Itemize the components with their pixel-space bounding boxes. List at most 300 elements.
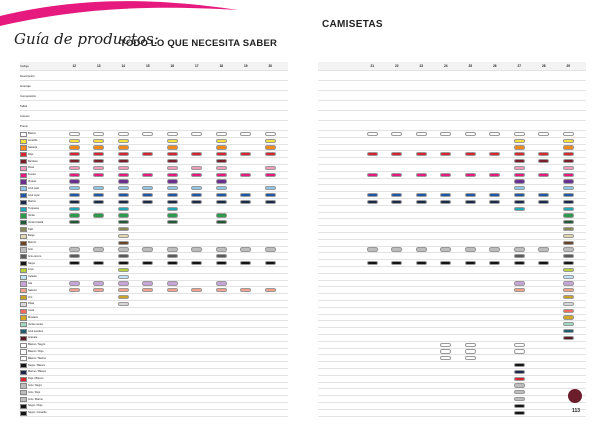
availability-cell	[258, 192, 283, 198]
color-available-pill	[465, 343, 476, 347]
color-name: Blanco	[28, 132, 36, 136]
color-available-pill	[391, 152, 402, 156]
availability-cell	[160, 131, 185, 137]
color-available-pill	[216, 288, 227, 292]
availability-cell	[160, 281, 185, 287]
availability-cell	[62, 172, 87, 178]
color-row	[20, 287, 288, 294]
color-available-pill	[465, 152, 476, 156]
color-available-pill	[93, 247, 104, 251]
color-available-pill	[265, 288, 276, 292]
info-cell	[209, 71, 234, 80]
color-name: Kaki	[28, 227, 34, 231]
availability-cell	[409, 192, 434, 198]
availability-cell	[136, 260, 161, 266]
availability-cell	[258, 131, 283, 137]
availability-cell	[556, 192, 581, 198]
color-name: Granate	[28, 336, 38, 340]
availability-cell	[556, 294, 581, 300]
product-table-left	[20, 62, 288, 415]
info-cell	[532, 121, 557, 130]
availability-cell	[483, 172, 508, 178]
color-row	[318, 362, 586, 369]
info-row	[20, 111, 288, 121]
color-available-pill	[514, 390, 525, 394]
info-cell	[111, 81, 136, 90]
availability-cell	[409, 199, 434, 205]
color-available-pill	[240, 261, 251, 265]
info-cell	[360, 91, 385, 100]
color-swatch	[20, 268, 27, 273]
info-cell	[360, 121, 385, 130]
color-available-pill	[514, 254, 525, 258]
column-number: 13	[96, 63, 101, 68]
availability-cell	[258, 185, 283, 191]
color-available-pill	[514, 404, 525, 408]
info-cell	[258, 81, 283, 90]
color-available-pill	[465, 261, 476, 265]
availability-cell	[111, 165, 136, 171]
color-available-pill	[93, 145, 104, 149]
color-available-pill	[216, 247, 227, 251]
availability-cell	[209, 213, 234, 219]
color-available-pill	[191, 173, 202, 177]
color-available-pill	[167, 200, 178, 204]
color-available-pill	[191, 166, 202, 170]
color-available-pill	[563, 336, 574, 340]
color-row	[318, 376, 586, 383]
availability-cell	[62, 287, 87, 293]
availability-cell	[209, 247, 234, 253]
color-row	[318, 301, 586, 308]
availability-cell	[385, 151, 410, 157]
availability-cell	[532, 172, 557, 178]
color-available-pill	[69, 288, 80, 292]
availability-cell	[458, 199, 483, 205]
color-available-pill	[69, 220, 80, 224]
column-number-row	[318, 62, 586, 71]
color-row	[20, 151, 288, 158]
color-available-pill	[69, 145, 80, 149]
color-available-pill	[391, 132, 402, 136]
color-available-pill	[538, 200, 549, 204]
color-swatch	[20, 220, 27, 225]
color-swatch	[20, 159, 27, 164]
color-available-pill	[367, 261, 378, 265]
color-available-pill	[563, 213, 574, 217]
availability-cell	[507, 145, 532, 151]
color-available-pill	[563, 234, 574, 238]
availability-cell	[434, 349, 459, 355]
color-available-pill	[191, 132, 202, 136]
info-cell	[507, 91, 532, 100]
availability-cell	[507, 362, 532, 368]
color-row	[20, 274, 288, 281]
color-available-pill	[416, 152, 427, 156]
color-name: Gris / Marino	[28, 397, 43, 401]
availability-cell	[434, 131, 459, 137]
color-swatch	[20, 295, 27, 300]
color-available-pill	[416, 200, 427, 204]
availability-cell	[507, 179, 532, 185]
color-available-pill	[118, 145, 129, 149]
availability-cell	[62, 199, 87, 205]
availability-cell	[62, 206, 87, 212]
color-available-pill	[465, 247, 476, 251]
availability-cell	[111, 138, 136, 144]
color-row	[20, 138, 288, 145]
color-name: Verde botella	[28, 220, 44, 224]
info-cell	[483, 81, 508, 90]
color-row	[318, 342, 586, 349]
availability-cell	[507, 287, 532, 293]
color-swatch	[20, 200, 27, 205]
color-row	[20, 172, 288, 179]
color-available-pill	[440, 261, 451, 265]
availability-cell	[507, 410, 532, 416]
column-number: 21	[370, 63, 375, 68]
color-available-pill	[69, 179, 80, 183]
color-available-pill	[167, 207, 178, 211]
color-row	[318, 260, 586, 267]
column-number: 27	[517, 63, 522, 68]
availability-cell	[62, 185, 87, 191]
color-available-pill	[367, 200, 378, 204]
color-available-pill	[216, 213, 227, 217]
color-available-pill	[216, 193, 227, 197]
availability-cell	[209, 192, 234, 198]
color-name: Coral	[28, 309, 35, 313]
info-cell	[409, 71, 434, 80]
color-name: Naranja	[28, 145, 38, 149]
color-available-pill	[167, 193, 178, 197]
color-available-pill	[465, 193, 476, 197]
availability-cell	[87, 185, 112, 191]
color-row	[20, 349, 288, 356]
info-cell	[136, 121, 161, 130]
availability-cell	[556, 253, 581, 259]
color-available-pill	[93, 186, 104, 190]
color-available-pill	[563, 275, 574, 279]
color-row	[318, 138, 586, 145]
availability-cell	[111, 267, 136, 273]
availability-cell	[62, 260, 87, 266]
color-available-pill	[240, 193, 251, 197]
availability-cell	[385, 260, 410, 266]
color-available-pill	[538, 247, 549, 251]
color-available-pill	[191, 200, 202, 204]
availability-cell	[360, 247, 385, 253]
availability-cell	[556, 206, 581, 212]
color-available-pill	[142, 132, 153, 136]
color-available-pill	[367, 247, 378, 251]
color-available-pill	[118, 247, 129, 251]
availability-cell	[556, 260, 581, 266]
info-cell	[483, 71, 508, 80]
availability-cell	[111, 260, 136, 266]
color-available-pill	[563, 166, 574, 170]
color-available-pill	[440, 132, 451, 136]
color-available-pill	[538, 193, 549, 197]
info-cell	[160, 91, 185, 100]
availability-cell	[409, 131, 434, 137]
info-row	[318, 91, 586, 101]
availability-cell	[458, 131, 483, 137]
color-row	[318, 145, 586, 152]
info-cell	[385, 71, 410, 80]
availability-cell	[507, 281, 532, 287]
color-swatch	[20, 309, 27, 314]
info-cell	[111, 111, 136, 120]
column-number: 12	[72, 63, 77, 68]
info-cell	[434, 81, 459, 90]
color-name: Oro	[28, 295, 33, 299]
color-available-pill	[118, 254, 129, 258]
color-available-pill	[563, 159, 574, 163]
color-available-pill	[216, 145, 227, 149]
info-cell	[136, 81, 161, 90]
color-available-pill	[240, 152, 251, 156]
info-cell	[62, 101, 87, 110]
color-available-pill	[563, 200, 574, 204]
color-swatch	[20, 363, 27, 368]
availability-cell	[160, 287, 185, 293]
info-cell	[185, 121, 210, 130]
availability-cell	[87, 247, 112, 253]
availability-cell	[507, 260, 532, 266]
availability-cell	[209, 185, 234, 191]
color-available-pill	[514, 349, 525, 353]
color-name: Negro / Amarillo	[28, 411, 47, 415]
availability-cell	[209, 219, 234, 225]
availability-cell	[234, 192, 259, 198]
color-row	[20, 192, 288, 199]
color-available-pill	[142, 247, 153, 251]
info-cell	[87, 121, 112, 130]
availability-cell	[160, 185, 185, 191]
color-available-pill	[563, 152, 574, 156]
availability-cell	[434, 172, 459, 178]
color-available-pill	[118, 200, 129, 204]
color-available-pill	[563, 268, 574, 272]
color-available-pill	[514, 281, 525, 285]
availability-cell	[532, 247, 557, 253]
info-cell	[258, 71, 283, 80]
availability-cell	[360, 260, 385, 266]
color-name: Blanco / Negro	[28, 343, 46, 347]
color-available-pill	[167, 152, 178, 156]
color-swatch	[20, 411, 27, 416]
color-name: Negro	[28, 261, 36, 265]
availability-cell	[556, 185, 581, 191]
info-cell	[385, 81, 410, 90]
info-cell	[87, 71, 112, 80]
color-available-pill	[538, 261, 549, 265]
color-row	[20, 294, 288, 301]
info-row-label: Precio	[20, 123, 28, 128]
availability-cell	[209, 131, 234, 137]
info-row	[20, 91, 288, 101]
availability-cell	[160, 247, 185, 253]
availability-cell	[556, 328, 581, 334]
info-cell	[62, 81, 87, 90]
availability-cell	[458, 260, 483, 266]
availability-cell	[111, 240, 136, 246]
color-name: Violeta	[28, 179, 36, 183]
color-available-pill	[118, 261, 129, 265]
color-available-pill	[489, 261, 500, 265]
color-available-pill	[69, 159, 80, 163]
availability-cell	[160, 206, 185, 212]
color-available-pill	[191, 261, 202, 265]
info-cell	[458, 121, 483, 130]
color-available-pill	[391, 173, 402, 177]
color-row	[20, 410, 288, 417]
availability-cell	[209, 158, 234, 164]
color-available-pill	[514, 166, 525, 170]
color-available-pill	[93, 193, 104, 197]
color-name: Azul petróleo	[28, 329, 44, 333]
color-row	[318, 383, 586, 390]
color-available-pill	[69, 173, 80, 177]
availability-cell	[385, 131, 410, 137]
availability-cell	[507, 158, 532, 164]
color-available-pill	[216, 139, 227, 143]
column-number: 29	[566, 63, 571, 68]
color-available-pill	[563, 309, 574, 313]
color-name: Blanco / Rojo	[28, 349, 44, 353]
color-swatch	[20, 349, 27, 354]
color-row	[20, 383, 288, 390]
info-cell	[136, 111, 161, 120]
color-available-pill	[489, 173, 500, 177]
color-available-pill	[514, 383, 525, 387]
availability-cell	[556, 151, 581, 157]
info-cell	[258, 121, 283, 130]
color-available-pill	[489, 200, 500, 204]
info-cell	[87, 101, 112, 110]
color-row	[318, 179, 586, 186]
info-row	[20, 71, 288, 81]
info-cell	[160, 121, 185, 130]
color-available-pill	[489, 132, 500, 136]
color-row	[20, 219, 288, 226]
info-row-label: Descripción	[20, 73, 35, 78]
color-available-pill	[563, 241, 574, 245]
availability-cell	[532, 199, 557, 205]
info-cell	[136, 101, 161, 110]
availability-cell	[507, 172, 532, 178]
color-available-pill	[216, 173, 227, 177]
color-swatch	[20, 132, 27, 137]
color-swatch	[20, 302, 27, 307]
color-available-pill	[167, 132, 178, 136]
color-available-pill	[514, 343, 525, 347]
color-available-pill	[563, 132, 574, 136]
color-name: Fucsia	[28, 173, 36, 177]
info-cell	[409, 121, 434, 130]
availability-cell	[258, 199, 283, 205]
color-available-pill	[118, 241, 129, 245]
info-cell	[483, 101, 508, 110]
guide-script-title: Guía de productos:	[14, 30, 159, 48]
info-row	[318, 81, 586, 91]
color-available-pill	[142, 186, 153, 190]
color-available-pill	[265, 132, 276, 136]
column-number: 26	[492, 63, 497, 68]
color-available-pill	[563, 193, 574, 197]
availability-cell	[234, 287, 259, 293]
availability-cell	[234, 247, 259, 253]
color-available-pill	[563, 261, 574, 265]
color-row	[318, 158, 586, 165]
color-row	[318, 321, 586, 328]
availability-cell	[185, 260, 210, 266]
availability-cell	[556, 213, 581, 219]
availability-cell	[87, 213, 112, 219]
color-row	[20, 389, 288, 396]
color-swatch	[20, 145, 27, 150]
color-available-pill	[440, 343, 451, 347]
availability-cell	[87, 192, 112, 198]
color-name: Azul royal	[28, 193, 40, 197]
info-cell	[483, 121, 508, 130]
availability-cell	[434, 260, 459, 266]
column-number-row-label: Código	[20, 64, 29, 68]
color-available-pill	[465, 200, 476, 204]
brand-logo-icon	[568, 389, 582, 403]
color-available-pill	[514, 159, 525, 163]
color-row	[318, 131, 586, 138]
color-available-pill	[216, 179, 227, 183]
info-cell	[209, 91, 234, 100]
availability-cell	[111, 301, 136, 307]
info-cell	[160, 111, 185, 120]
availability-cell	[556, 287, 581, 293]
color-swatch	[20, 234, 27, 239]
availability-cell	[556, 165, 581, 171]
availability-cell	[532, 192, 557, 198]
availability-cell	[234, 260, 259, 266]
availability-cell	[136, 131, 161, 137]
color-available-pill	[191, 288, 202, 292]
availability-cell	[385, 199, 410, 205]
availability-cell	[111, 158, 136, 164]
availability-cell	[507, 389, 532, 395]
color-swatch	[20, 397, 27, 402]
availability-cell	[209, 260, 234, 266]
color-available-pill	[265, 193, 276, 197]
availability-cell	[62, 247, 87, 253]
info-cell	[409, 91, 434, 100]
color-name: Lila	[28, 281, 33, 285]
availability-cell	[111, 199, 136, 205]
color-available-pill	[416, 247, 427, 251]
info-cell	[209, 111, 234, 120]
availability-cell	[111, 281, 136, 287]
color-available-pill	[216, 132, 227, 136]
color-available-pill	[563, 227, 574, 231]
column-number: 25	[468, 63, 473, 68]
availability-cell	[209, 138, 234, 144]
info-cell	[234, 91, 259, 100]
availability-cell	[62, 145, 87, 151]
color-row	[318, 226, 586, 233]
color-available-pill	[118, 173, 129, 177]
color-available-pill	[69, 166, 80, 170]
color-available-pill	[142, 281, 153, 285]
availability-cell	[209, 165, 234, 171]
